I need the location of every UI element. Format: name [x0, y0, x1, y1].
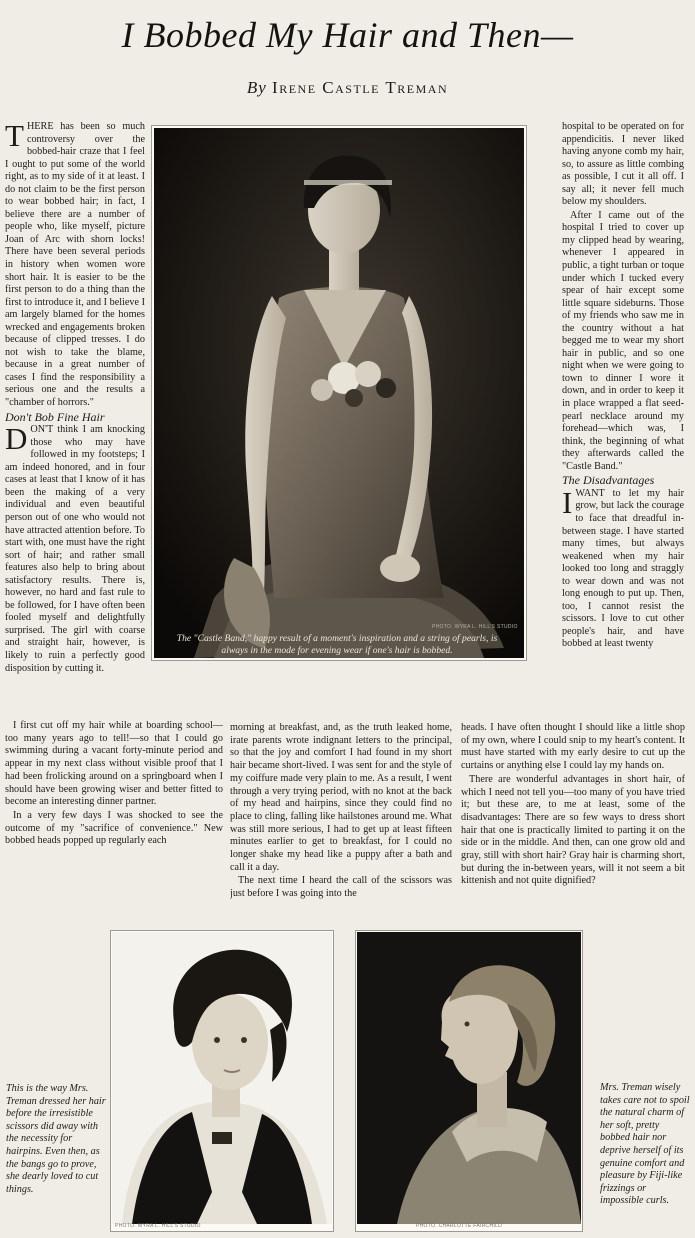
bottom-left-caption: This is the way Mrs. Treman dressed her hair before the irresistible scissors did away with the necessity for hairpins. Even then, as the bangs go to prove, she dearly loved to cut things.: [6, 1083, 106, 1195]
paragraph: morning at breakfast, and, as the truth leaked home, irate parents wrote indignant letters to the principal, so that the joy and comfort I had found in my short hair became short-lived. I was sent for and the style of my coiffure made very plain to me. As a result, I went through a very trying period, with no knot at the back of my head and hairpins, since they could find no place to cling, falling like hailstones around me. What was still more serious, I had to get up at least fifteen minutes earlier to get to breakfast, for I could no longer shake my head like a puppy after a bath and call it a day.: [230, 722, 452, 873]
main-photo: [154, 128, 524, 658]
paragraph: I first cut off my hair while at boarding school—too many years ago to tell!—so that I could go swimming during a vacant forty-minute period and appear in my next class without visible proof that I had been frolicking around on a springboard when I should have been growing wiser and better fitted to become an interesting dinner partner.: [5, 720, 223, 808]
paragraph: The next time I heard the call of the scissors was just before I was going into the: [230, 875, 452, 900]
paragraph: heads. I have often thought I should like a little shop of my own, where I could snip to my heart's content. It must have started with my early desire to cut up the curtains or anything else I could lay my hands on.: [461, 722, 685, 772]
article-title: I Bobbed My Hair and Then—: [121, 15, 574, 55]
bottom-left-credit: PHOTO. WYRA L. HILL'S STUDIO: [115, 1223, 201, 1229]
paragraph: In a very few days I was shocked to see the outcome of my "sacrifice of convenience." New bobbed heads popped up regularly each: [5, 809, 223, 847]
main-photo-caption: The "Castle Band," happy result of a moment's inspiration and a string of pearls, is always in the mode for evening wear if one's hair is bobbed.: [176, 633, 498, 656]
paragraph: There are wonderful advantages in short hair, of which I need not tell you—too many of you have tried it; but these are, to me at least, some of the disadvantages: There are so few ways to dress short hair that one is practically limited to parting it on the side or in the middle. And then, can one grow old and gray, still with short hair? Gray hair is charming short, but during the in-between years, will it not seem a bit kittenish and not quite dignified?: [461, 773, 685, 887]
main-photo-frame: [151, 125, 527, 661]
subhead-disadvantages: The Disadvantages: [562, 473, 655, 488]
bottom-left-photo-frame: [110, 930, 334, 1232]
drop-cap-t: T: [5, 121, 24, 153]
subhead-fine-hair: Don't Bob Fine Hair: [5, 409, 105, 424]
drop-cap-d: D: [5, 421, 28, 457]
portrait-castle-band: [154, 128, 524, 658]
paragraph: WANT to let my hair grow, but lack the courage to face that dreadful in-between stage. I have started many times, but always weakened when my hair looked too long and straggly to wear down and was not long enough to put up. Then, too, I cannot resist the scissors. I love to cut other people's hair, and have bobbed at least twenty: [562, 487, 684, 650]
paragraph: After I came out of the hospital I tried to cover up my clipped head by wearing, whenever I appeared in public, a tight turban or toque under which I tucked every spear of hair except some little square sideburns. Those of my friends who saw me in the country without a hat begged me to wear my short hair in public, and so one night when we were going to town to dinner I wore it down, and in order to keep it in place wrapped a flat seed-pearl necklace around my forehead—which was, I think, the beginning of what they afterwards called the "Castle Band.": [562, 209, 684, 472]
drop-cap-i: I: [562, 484, 573, 520]
middle-column: [230, 722, 452, 908]
main-photo-credit: PHOTO. WYRA L. HILL'S STUDIO: [432, 624, 518, 630]
lower-left-column: [5, 720, 223, 908]
bottom-right-credit: PHOTO. CHARLOTTE FAIRCHILD: [416, 1223, 503, 1229]
byline: [0, 78, 695, 98]
portrait-woman-profile: [357, 932, 581, 1224]
right-column: [562, 121, 684, 713]
author-name: Irene Castle Treman: [272, 78, 449, 97]
bottom-right-caption: Mrs. Treman wisely takes care not to spoil the natural charm of her soft, pretty bobbed hair nor deprive herself of its genuine comfort and pleasure by Fiji-like frizzings or impossible curls.: [600, 1082, 690, 1207]
bottom-left-photo: [112, 932, 332, 1224]
portrait-girl-bangs: [112, 932, 332, 1224]
paragraph: hospital to be operated on for appendicitis. I never liked having anyone comb my hair, so, to assure as little combing as possible, I cut it all off. I say all; it never fell much below my shoulders.: [562, 121, 684, 208]
lower-right-column: [461, 722, 685, 908]
bottom-right-photo-frame: [355, 930, 583, 1232]
paragraph: ON'T think I am knocking those who may have followed in my footsteps; I am indeed honored, and in four cases at least that I know of it has been the making of a very individual and even beautiful person out of one who would not have attracted attention before. To start with, one must have the right sort of hair; and rather small features also help to bring about satisfactory results. There is, however, no hard and fast rule to be followed, for I have often been fooled myself and delightfully surprised. The girl with coarse and straight hair, however, is likely to ruin a perfectly good disposition by cutting it.: [5, 424, 145, 674]
paragraph: HERE has been so much controversy over the bobbed-hair craze that I feel I ought to put some of the world right, as to my side of it at least. I do not claim to be the first person to wear bobbed hair; in fact, I believe there are a number of people who, like myself, picture Joan of Arc with shorn locks! There have been several periods in history when women wore short hair. It is easier to be the first person to do a thing than the first to introduce it, and I believe I am largely blamed for the homes wrecked and engagements broken because of clipped tresses. I do not wish to take the blame, because in a great number of cases I find the responsibility a serious one and the results a "chamber of horrors.": [5, 121, 145, 409]
byline-prefix: By: [246, 78, 267, 97]
left-column: [5, 121, 145, 719]
bottom-right-photo: [357, 932, 581, 1224]
